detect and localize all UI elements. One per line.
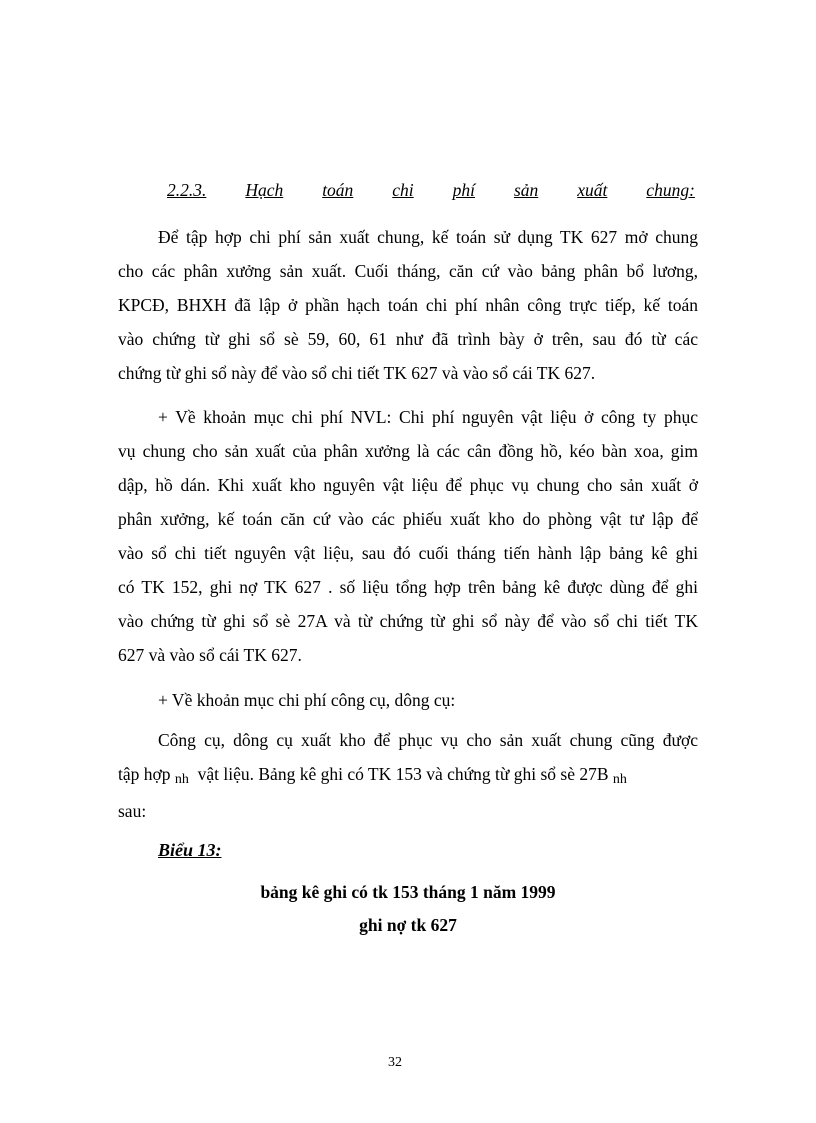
paragraph-1 xyxy=(118,220,698,390)
heading-word: chung: xyxy=(646,180,695,200)
table-title: bảng kê ghi có tk 153 tháng 1 năm 1999 xyxy=(260,882,556,902)
paragraph-line: chứng từ ghi sổ này để vào sổ chi tiết TK 627 và vào sổ cái TK 627. xyxy=(118,363,596,383)
paragraph-3 xyxy=(118,683,698,717)
paragraph-line: vào chứng từ ghi sổ sè 59, 60, 61 như đã trình bày ở trên, sau đó từ các xyxy=(118,329,698,349)
paragraph-line: KPCĐ, BHXH đã lập ở phần hạch toán chi phí nhân công trực tiếp, kế toán xyxy=(118,295,698,315)
paragraph-line: sau: xyxy=(118,801,147,821)
heading-word: 2.2.3. xyxy=(167,180,207,200)
heading-word: Hạch xyxy=(245,180,284,200)
section-heading xyxy=(167,180,695,201)
table-subtitle: ghi nợ tk 627 xyxy=(359,915,457,935)
paragraph-line: Công cụ, dông cụ xuất kho để phục vụ cho sản xuất chung cũng được xyxy=(158,730,698,750)
paragraph-line: cho các phân xưởng sản xuất. Cuối tháng, căn cứ vào bảng phân bổ lương, xyxy=(118,261,698,281)
page-number: 32 xyxy=(388,1055,402,1070)
paragraph-line: dập, hồ dán. Khi xuất kho nguyên vật liệu để phục vụ chung cho sản xuất ở xyxy=(118,475,698,495)
nh-fragment: nh xyxy=(612,772,627,787)
heading-word: toán xyxy=(322,180,354,200)
paragraph-line: có TK 152, ghi nợ TK 627 . số liệu tổng hợp trên bảng kê được dùng để ghi xyxy=(118,577,698,597)
paragraph-line: vào chứng từ ghi sổ sè 27A và từ chứng từ ghi sổ này để vào sổ chi tiết TK xyxy=(118,611,698,631)
heading-word: xuất xyxy=(577,180,608,200)
paragraph-line: tập hợp nh vật liệu. Bảng kê ghi có TK 153 và chứng từ ghi sổ sè 27B nh xyxy=(118,764,627,787)
paragraph-line: 627 và vào sổ cái TK 627. xyxy=(118,645,302,665)
paragraph-line: Để tập hợp chi phí sản xuất chung, kế toán sử dụng TK 627 mở chung xyxy=(158,227,698,247)
heading-word: sản xyxy=(513,180,539,200)
bieu-label: Biểu 13: xyxy=(158,840,222,860)
paragraph-line: phân xưởng, kế toán căn cứ vào các phiếu xuất kho do phòng vật tư lập để xyxy=(118,509,698,529)
paragraph-4 xyxy=(118,723,698,828)
paragraph-2 xyxy=(118,400,698,672)
heading-word: phí xyxy=(452,180,475,200)
heading-word: chi xyxy=(392,180,414,200)
nh-fragment: nh xyxy=(174,772,189,787)
paragraph-line: vào sổ chi tiết nguyên vật liệu, sau đó cuối tháng tiến hành lập bảng kê ghi xyxy=(118,543,698,563)
paragraph-line: + Về khoản mục chi phí công cụ, dông cụ: xyxy=(158,690,456,710)
paragraph-line: vụ chung cho sản xuất của phân xưởng là các cân đồng hồ, kéo bàn xoa, gim xyxy=(118,441,698,461)
paragraph-line: + Về khoản mục chi phí NVL: Chi phí nguyên vật liệu ở công ty phục xyxy=(158,407,698,427)
